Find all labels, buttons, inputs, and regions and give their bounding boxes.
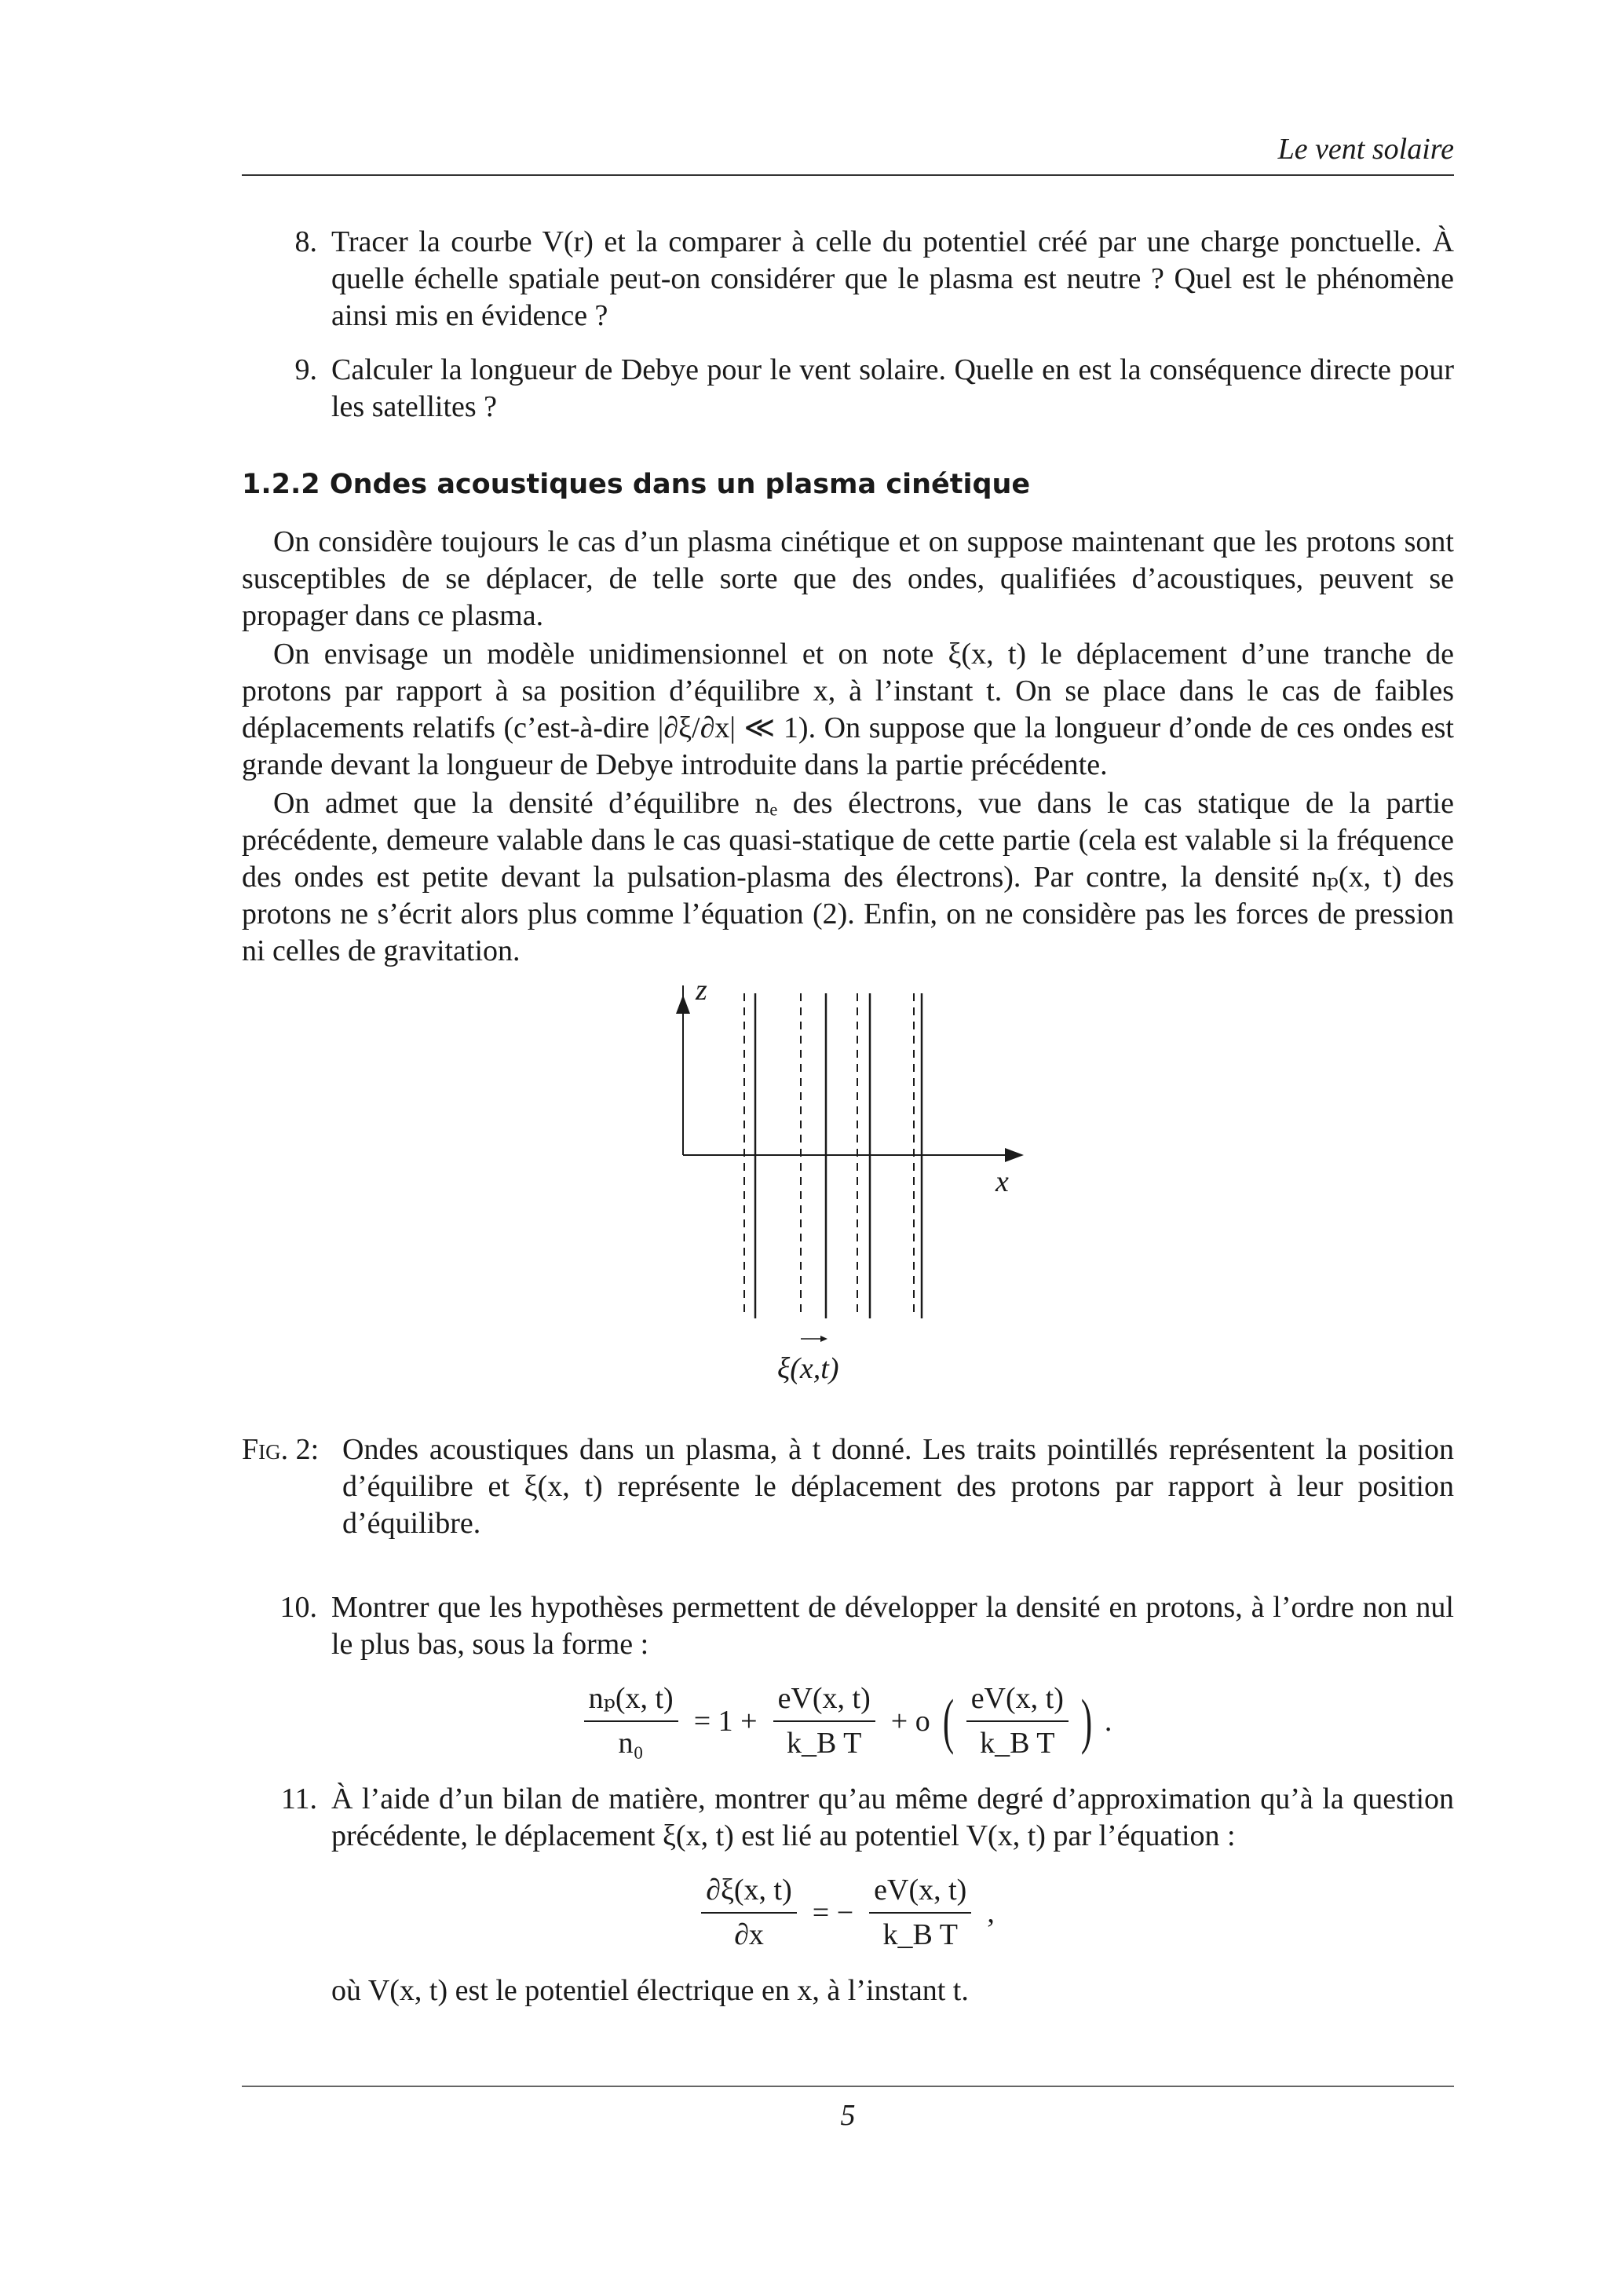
numerator: eV(x, t) xyxy=(966,1680,1069,1722)
wave-diagram xyxy=(242,985,1454,1409)
fraction-derivative xyxy=(701,1872,797,1954)
x-axis-arrowhead xyxy=(1005,1148,1024,1162)
equals-one-plus: = 1 + xyxy=(693,1704,758,1738)
question-text: Tracer la courbe V(r) et la comparer à celle du potentiel créé par une charge ponctuelle. À quelle échelle spatiale peut-on considérer que le plasma est neutre ? Quel est le phénomène ainsi mis en évidence ? xyxy=(331,225,1454,332)
question-number: 9. xyxy=(294,353,317,386)
plus-o: + o xyxy=(890,1704,930,1738)
question-11 xyxy=(242,1781,1454,1855)
paragraph-2: On envisage un modèle unidimensionnel et on note ξ(x, t) le déplacement d’une tranche de protons par rapport à sa position d’équilibre x, à l’instant t. On se place dans le cas de faibles déplacements relatifs (c’est-à-dire |∂ξ/∂x| ≪ 1). On suppose que la longueur d’onde de ces ondes est grande devant la longueur de Debye introduite dans la partie précédente. xyxy=(242,638,1454,781)
figure-caption xyxy=(242,1431,1454,1542)
equation-period: . xyxy=(1104,1704,1112,1738)
figure-2 xyxy=(242,985,1454,1409)
denominator: n₀ xyxy=(618,1727,644,1760)
footer-rule xyxy=(242,2086,1454,2087)
question-text: À l’aide d’un bilan de matière, montrer qu’au même degré d’approximation qu’à la question précédente, le déplacement ξ(x, t) est lié au potentiel V(x, t) par l’équation : xyxy=(331,1782,1454,1852)
fraction-potential xyxy=(773,1680,875,1762)
numerator: eV(x, t) xyxy=(869,1872,971,1914)
z-axis-label: z xyxy=(696,985,707,1007)
equation-density xyxy=(242,1680,1454,1762)
numerator: ∂ξ(x, t) xyxy=(701,1872,797,1914)
numerator: nₚ(x, t) xyxy=(584,1680,678,1722)
fraction-potential xyxy=(869,1872,971,1954)
question-text: Montrer que les hypothèses permettent de développer la densité en protons, à l’ordre non nul le plus bas, sous la forme : xyxy=(331,1591,1454,1661)
x-axis-label: x xyxy=(995,1165,1009,1198)
question-text: Calculer la longueur de Debye pour le vent solaire. Quelle en est la conséquence directe pour les satellites ? xyxy=(331,353,1454,423)
question-9 xyxy=(242,352,1454,426)
header-rule xyxy=(242,174,1454,176)
question-number: 11. xyxy=(280,1782,317,1815)
page-body xyxy=(242,224,1454,2027)
denominator: ∂x xyxy=(734,1918,764,1951)
fraction-density xyxy=(584,1680,678,1762)
page-number: 5 xyxy=(840,2099,856,2132)
paragraph-1: On considère toujours le cas d’un plasma cinétique et on suppose maintenant que les protons sont susceptibles de se déplacer, de telle sorte que des ondes, qualifiées d’acoustiques, peuvent se propager dans ce plasma. xyxy=(242,525,1454,632)
question-8 xyxy=(242,224,1454,335)
left-paren: ( xyxy=(942,1687,954,1755)
vector-arrowhead xyxy=(820,1336,827,1342)
fraction-potential-o xyxy=(966,1680,1069,1762)
running-header: Le vent solaire xyxy=(1277,133,1454,166)
denominator: k_B T xyxy=(786,1727,862,1760)
displacement-label: ξ(x,t) xyxy=(777,1352,839,1385)
equation-comma: , xyxy=(987,1896,995,1929)
numerator: eV(x, t) xyxy=(773,1680,875,1722)
section-title: 1.2.2 Ondes acoustiques dans un plasma cinétique xyxy=(242,469,1031,500)
question-number: 10. xyxy=(279,1591,317,1624)
question-10 xyxy=(242,1589,1454,1663)
equation-displacement xyxy=(242,1872,1454,1954)
denominator: k_B T xyxy=(980,1727,1055,1760)
paragraph-3: On admet que la densité d’équilibre nₑ des électrons, vue dans le cas statique de la partie précédente, demeure valable dans le cas quasi-statique de cette partie (cela est valable si la fréquence des ondes est petite devant la pulsation-plasma des électrons). Par contre, la densité nₚ(x, t) des protons ne s’écrit alors plus comme l’équation (2). Enfin, on ne considère pas les forces de pression ni celles de gravitation. xyxy=(242,787,1454,967)
question-11-after xyxy=(242,1972,1454,2009)
denominator: k_B T xyxy=(882,1918,958,1951)
question-text-after: où V(x, t) est le potentiel électrique en x, à l’instant t. xyxy=(331,1974,969,2007)
right-paren: ) xyxy=(1080,1687,1093,1755)
question-number: 8. xyxy=(294,225,317,258)
z-axis-arrowhead xyxy=(676,995,690,1014)
equals-minus: = − xyxy=(812,1896,854,1929)
caption-text: Ondes acoustiques dans un plasma, à t donné. Les traits pointillés représentent la position d’équilibre et ξ(x, t) représente le déplacement des protons par rapport à leur position d’équilibre. xyxy=(342,1433,1454,1540)
caption-label: Fig. 2: xyxy=(242,1433,320,1466)
